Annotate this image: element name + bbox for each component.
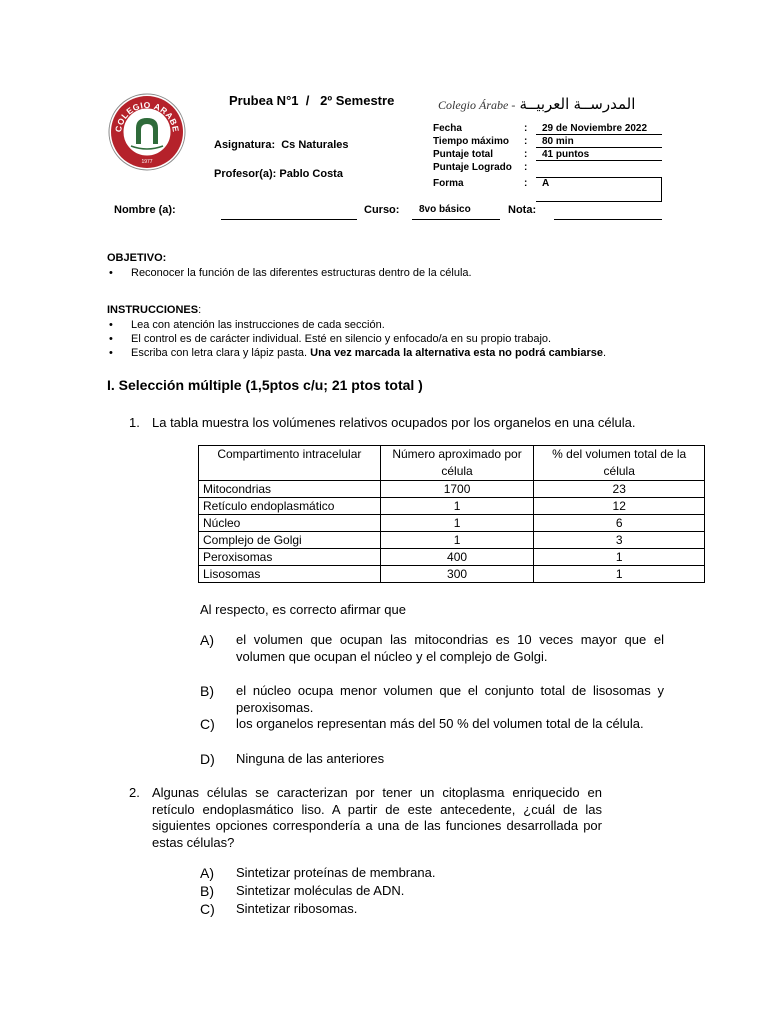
school-name-latin: Colegio Árabe - <box>438 98 516 112</box>
option-letter: C) <box>200 901 215 917</box>
table-header: Compartimento intracelular <box>199 446 381 481</box>
instruction-item: • El control es de carácter individual. Esté en silencio y enfocado/a en su propio trabajo. <box>107 332 707 346</box>
table-cell: 1 <box>380 498 534 515</box>
school-logo <box>107 92 187 172</box>
date-label: Fecha <box>433 123 462 134</box>
achieved-score-line <box>536 177 662 178</box>
option-text: los organelos representan más del 50 % del volumen total de la célula. <box>236 716 644 731</box>
school-name-arabic: المدرســة العربيــة <box>519 96 636 113</box>
option-text: Sintetizar proteínas de membrana. <box>236 865 436 880</box>
instructions-heading <box>107 304 201 316</box>
instructions-heading-colon: : <box>198 304 202 316</box>
q1-option-d[interactable] <box>200 751 664 768</box>
table-cell: 1 <box>534 566 705 583</box>
objective-item: • Reconocer la función de las diferentes estructuras dentro de la célula. <box>107 266 667 280</box>
instruction-text: Escriba con letra clara y lápiz pasta. <box>131 347 311 359</box>
option-letter: C) <box>200 716 215 732</box>
total-score-line <box>536 160 662 161</box>
grade-field[interactable] <box>554 219 662 220</box>
table-row <box>199 549 705 566</box>
grade-label: Nota: <box>508 204 537 216</box>
form-label: Forma <box>433 178 464 189</box>
option-letter: A) <box>200 865 214 881</box>
table-cell: 23 <box>534 481 705 498</box>
teacher-label: Profesor(a): Pablo Costa <box>214 168 343 180</box>
subject-label: Asignatura: Cs Naturales <box>214 139 349 151</box>
q2-option-c[interactable] <box>200 901 500 918</box>
option-text: Sintetizar moléculas de ADN. <box>236 883 405 898</box>
name-label: Nombre (a): <box>114 204 176 216</box>
question-number: 1. <box>129 415 140 430</box>
question-text: Algunas células se caracterizan por tener un citoplasma enriquecido en retículo endoplasmático liso. A partir de este antecedente, ¿cuál de las siguientes opciones correspondería a una de las funciones desarrollada por estas células? <box>152 785 602 850</box>
objective-heading: OBJETIVO: <box>107 252 167 264</box>
time-value: 80 min <box>542 136 574 147</box>
question-number: 2. <box>129 785 140 800</box>
q1-option-b[interactable] <box>200 683 664 716</box>
total-score-value: 41 puntos <box>542 149 590 160</box>
colon: : <box>524 162 528 173</box>
form-value: A <box>542 178 550 189</box>
section-title: I. Selección múltiple (1,5ptos c/u; 21 ptos total ) <box>107 377 423 393</box>
form-box-edge <box>661 177 662 202</box>
objective-list <box>107 266 667 280</box>
instruction-item: • Lea con atención las instrucciones de cada sección. <box>107 318 707 332</box>
option-letter: B) <box>200 683 214 699</box>
question-stem: Al respecto, es correcto afirmar que <box>200 602 406 617</box>
exam-title: Prubea N°1 / 2º Semestre <box>229 93 395 108</box>
instructions-list <box>107 318 707 360</box>
table-row <box>199 481 705 498</box>
course-value: 8vo básico <box>419 204 471 215</box>
school-name <box>438 95 635 113</box>
table-cell: Lisosomas <box>199 566 381 583</box>
table-cell: Complejo de Golgi <box>199 532 381 549</box>
option-letter: D) <box>200 751 215 767</box>
instruction-period: . <box>603 347 607 359</box>
table-cell: 1 <box>534 549 705 566</box>
table-cell: 1700 <box>380 481 534 498</box>
time-label: Tiempo máximo <box>433 136 509 147</box>
total-score-label: Puntaje total <box>433 149 494 160</box>
q2-option-a[interactable] <box>200 865 500 882</box>
table-row <box>199 515 705 532</box>
table-cell: 1 <box>380 515 534 532</box>
table-cell: 12 <box>534 498 705 515</box>
table-row <box>199 566 705 583</box>
colon: : <box>524 149 528 160</box>
q1-option-c[interactable] <box>200 716 664 749</box>
question-2 <box>129 785 603 853</box>
option-text: Ninguna de las anteriores <box>236 751 385 766</box>
svg-text:1977: 1977 <box>141 159 153 165</box>
question-text: La tabla muestra los volúmenes relativos ocupados por los organelos en una célula. <box>152 415 636 430</box>
name-field[interactable] <box>221 219 357 220</box>
table-row <box>199 532 705 549</box>
course-line <box>412 219 500 220</box>
colon: : <box>524 136 528 147</box>
instruction-item <box>107 346 707 360</box>
instructions-heading-text: INSTRUCCIONES <box>107 304 199 316</box>
table-row <box>199 498 705 515</box>
table-cell: 3 <box>534 532 705 549</box>
organelle-volume-table <box>198 445 705 583</box>
table-cell: 1 <box>380 532 534 549</box>
option-letter: B) <box>200 883 214 899</box>
table-cell: Peroxisomas <box>199 549 381 566</box>
colon: : <box>524 178 528 189</box>
option-text: el núcleo ocupa menor volumen que el conjunto total de lisosomas y peroxisomas. <box>236 683 664 715</box>
svg-text:COLEGIO ARABE: COLEGIO ARABE <box>112 99 182 133</box>
table-cell: 400 <box>380 549 534 566</box>
instruction-emphasis: Una vez marcada la alternativa esta no podrá cambiarse <box>310 347 603 359</box>
date-line <box>536 134 662 135</box>
option-text: Sintetizar ribosomas. <box>236 901 358 916</box>
achieved-score-label: Puntaje Logrado <box>433 162 512 173</box>
table-cell: Mitocondrias <box>199 481 381 498</box>
colon: : <box>524 123 528 134</box>
table-header-row <box>199 446 705 481</box>
course-label: Curso: <box>364 204 400 216</box>
q2-option-b[interactable] <box>200 883 500 900</box>
table-cell: 6 <box>534 515 705 532</box>
option-text: el volumen que ocupan las mitocondrias es 10 veces mayor que el volumen que ocupan el núcleo y el complejo de Golgi. <box>236 632 664 664</box>
table-cell: Núcleo <box>199 515 381 532</box>
table-cell: Retículo endoplasmático <box>199 498 381 515</box>
q1-option-a[interactable] <box>200 632 664 682</box>
table-cell: 300 <box>380 566 534 583</box>
option-letter: A) <box>200 632 214 648</box>
table-header: Número aproximado por célula <box>380 446 534 481</box>
table-header: % del volumen total de la célula <box>534 446 705 481</box>
question-1 <box>129 415 689 433</box>
date-value: 29 de Noviembre 2022 <box>542 123 648 134</box>
form-line <box>536 201 662 202</box>
time-line <box>536 147 662 148</box>
